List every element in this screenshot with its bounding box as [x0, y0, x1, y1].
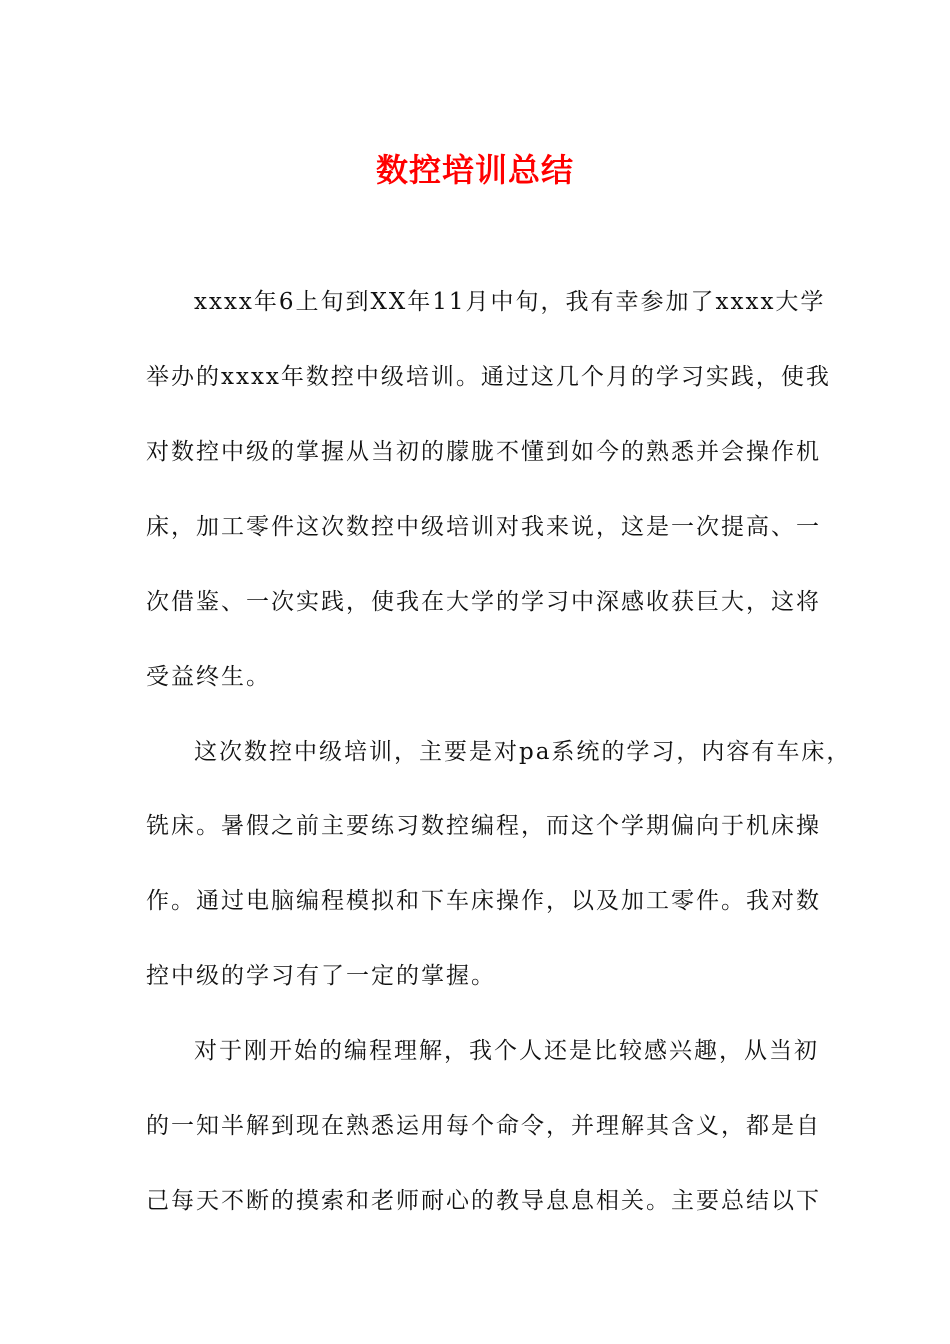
paragraph-1-line-3: 对数控中级的掌握从当初的朦胧不懂到如今的熟悉并会操作机: [146, 439, 821, 465]
paragraph-2-line-3: 作。通过电脑编程模拟和下车床操作，以及加工零件。我对数: [146, 888, 821, 914]
paragraph-1-line-5: 次借鉴、一次实践，使我在大学的学习中深感收获巨大，这将: [146, 589, 821, 615]
paragraph-3-line-2: 的一知半解到现在熟悉运用每个命令，并理解其含义，都是自: [146, 1113, 821, 1139]
paragraph-3-line-1: 对于刚开始的编程理解，我个人还是比较感兴趣，从当初: [194, 1038, 819, 1064]
paragraph-2-line-4: 控中级的学习有了一定的掌握。: [146, 963, 496, 989]
document-title: 数控培训总结: [375, 151, 574, 189]
paragraph-1-line-2: 举办的xxxx年数控中级培训。通过这几个月的学习实践，使我: [146, 364, 831, 390]
paragraph-1-line-4: 床，加工零件这次数控中级培训对我来说，这是一次提高、一: [146, 514, 821, 540]
paragraph-2-line-2: 铣床。暑假之前主要练习数控编程，而这个学期偏向于机床操: [146, 813, 821, 839]
paragraph-2-line-1: 这次数控中级培训，主要是对pa系统的学习，内容有车床，: [194, 739, 852, 765]
paragraph-1-line-6: 受益终生。: [146, 664, 271, 690]
paragraph-3-line-3: 己每天不断的摸索和老师耐心的教导息息相关。主要总结以下: [146, 1188, 821, 1214]
paragraph-1-line-1: xxxx年6上旬到XX年11月中旬，我有幸参加了xxxx大学: [194, 289, 826, 315]
